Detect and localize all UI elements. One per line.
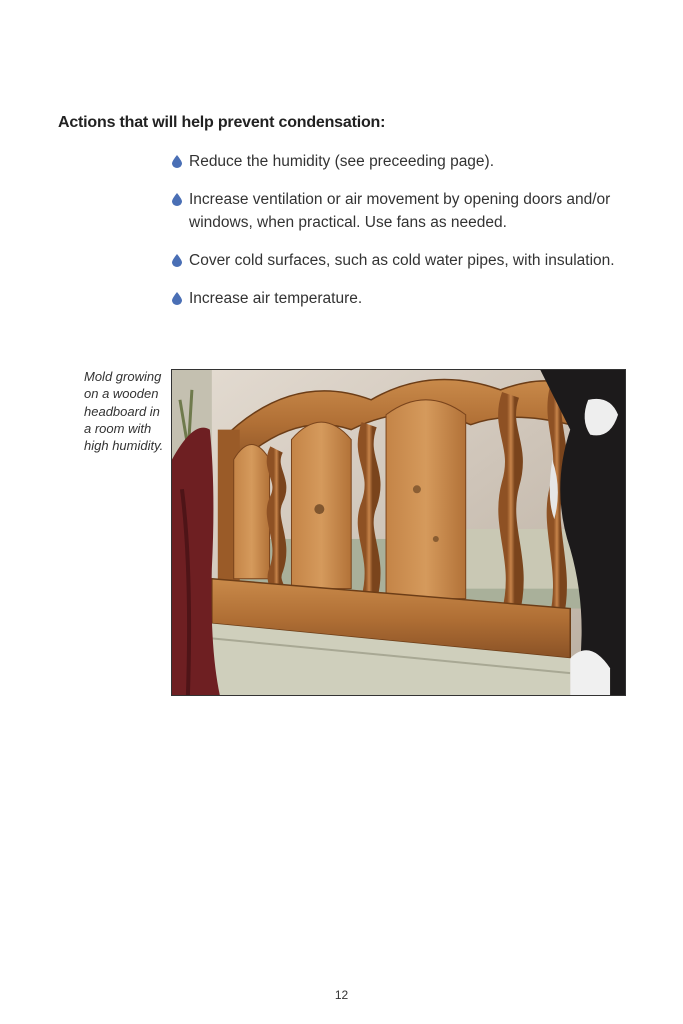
section-heading: Actions that will help prevent condensation:: [58, 114, 386, 131]
bullet-text: Reduce the humidity (see preceeding page).: [189, 153, 495, 170]
bullet-item: [172, 188, 642, 234]
bullet-text: Cover cold surfaces, such as cold water pipes, with insulation.: [189, 252, 615, 269]
page-number: 12: [334, 988, 349, 1002]
wooden-headboard-photo: [171, 369, 626, 696]
water-drop-icon: [172, 155, 182, 168]
bullet-item: [172, 150, 642, 173]
bullet-list: [172, 150, 642, 325]
headboard-illustration: [172, 370, 625, 695]
bullet-item: [172, 287, 642, 310]
water-drop-icon: [172, 254, 182, 267]
bullet-item: [172, 249, 642, 272]
photo-caption: Mold growing on a wooden headboard in a room with high humidity.: [84, 369, 164, 454]
water-drop-icon: [172, 292, 182, 305]
bullet-text: Increase ventilation or air movement by opening doors and/or windows, when practical. Use fans as needed.: [189, 191, 611, 231]
water-drop-icon: [172, 193, 182, 206]
bullet-text: Increase air temperature.: [189, 290, 363, 307]
